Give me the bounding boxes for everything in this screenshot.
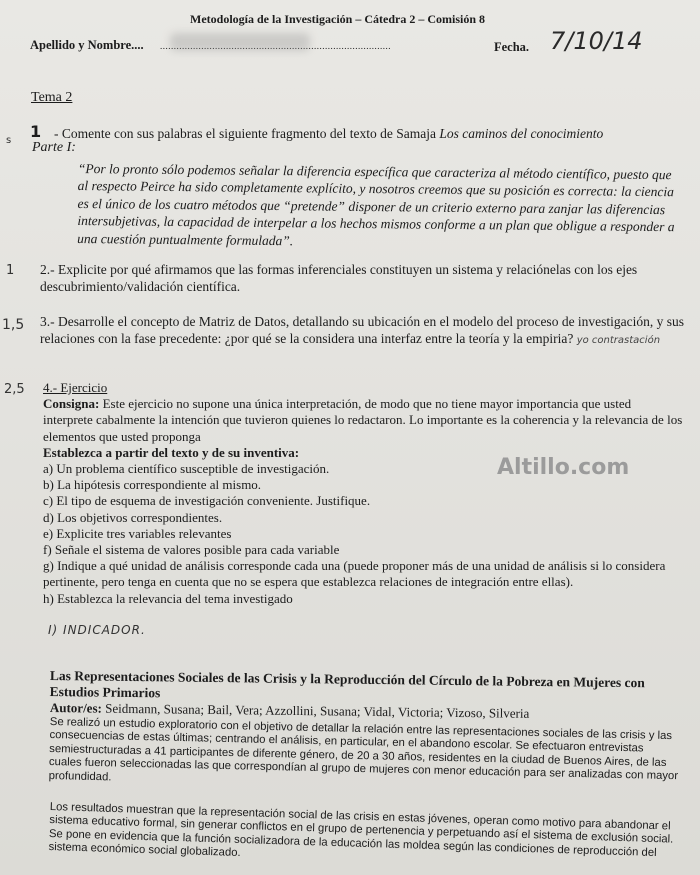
question-4-instruction: Establezca a partir del texto y de su inventiva: [43, 444, 300, 460]
date-label: Fecha. [494, 40, 530, 54]
consigna-label: Consigna: [43, 396, 100, 412]
authors-list: Seidmann, Susana; Bail, Vera; Azzollini, Susana; Vidal, Victoria; Vizoso, Silveria [101, 700, 530, 721]
question-4-item: a) Un problema científico susceptible de investigación. [43, 461, 330, 477]
question-1-prompt [54, 125, 603, 142]
paper-results: Los resultados muestran que la representación social de las crisis en estas jóvenes, operan como motivo para abandonar el sistema educativo formal, sin generar conflictos en el grupo de pertenencia y perpetuando así el sistema de exclusión social. Se pone en evidencia que la función socializadora de la educación las moldea según las condiciones de reproducción del sistema económico social globalizado. [48, 801, 674, 860]
question-4 [43, 380, 683, 607]
name-label: Apellido y Nombre.... [30, 38, 144, 52]
margin-mark-q1: s [6, 135, 12, 146]
question-4-item: g) Indique a qué unidad de análisis corresponde cada una (puede proponer más de una unidad de análisis si lo considera pertinente, pero tenga en cuenta que no se espera que establezca relaciones de integración entre ellas). [43, 558, 666, 590]
paper-abstract: Se realizó un estudio exploratorio con el objetivo de detallar la relación entre las representaciones sociales de las crisis y las consecuencias de estas últimas; centrando el análisis, en particular, en el abandono escolar. Se efectuaron entrevistas semiestructuradas a 41 participantes de diferente género, de 20 a 30 años, residentes en la ciudad de Buenos Aires, de las cuales fueron seleccionadas las que correspondían al grupo de mujeres con menor educación para ser analizadas con mayor profundidad. [48, 716, 679, 784]
question-1-book: Los caminos del conocimiento [439, 126, 604, 141]
question-4-item: b) La hipótesis correspondiente al mismo. [43, 477, 262, 493]
date-handwritten: 7/10/14 [550, 27, 643, 55]
question-2: 2.- Explicite por qué afirmamos que las formas inferenciales constituyen un sistema y relaciónelas con los ejes descubrimiento/validación científica. [40, 262, 638, 294]
paper-title: Las Representaciones Sociales de las Crisis y la Reproducción del Círculo de la Pobreza en Mujeres con Estudios Primarios [49, 668, 645, 701]
question-4-title: 4.- Ejercicio [43, 380, 108, 395]
topic-heading: Tema 2 [31, 90, 73, 105]
consigna-text: Este ejercicio no supone una única interpretación, de modo que no tiene mayor importancia que usted interprete cabalmente la intención que tuvieron quienes lo redactaron. Lo importante es la coherencia y la relevancia de los elementos que usted proponga [43, 396, 683, 444]
watermark: Altillo.com [497, 455, 630, 480]
question-4-item: d) Los objetivos correspondientes. [43, 509, 223, 525]
exam-header-title: Metodología de la Investigación – Cátedra 2 – Comisión 8 [190, 12, 485, 26]
margin-score-q4: 2,5 [4, 382, 25, 397]
question-1-quote: “Por lo pronto sólo podemos señalar la diferencia específica que caracteriza al método científico, puesto que al respecto Peirce ha sido completamente explícito, y nosotros creemos que su posición es correcta: la ciencia es el único de los cuatro métodos que “pretende” disponer de un criterio externo para zanjar las diferencias intersubjetivas, la capacidad de interpelar a los hechos mismos conforme a un plan que obligue a responder a una cuestión puntualmente formulada”. [77, 160, 675, 248]
redacted-name [170, 33, 310, 51]
question-3-text: 3.- Desarrolle el concepto de Matriz de Datos, detallando su ubicación en el modelo del proceso de investigación, y sus relaciones con la fase precedente: ¿por qué se la considera una interfaz entre la teoría y la empiria? [40, 314, 685, 346]
question-4-item: h) Establezca la relevancia del tema investigado [43, 590, 293, 606]
question-4-item: e) Explicite tres variables relevantes [43, 525, 232, 541]
question-4-item: c) El tipo de esquema de investigación conveniente. Justifique. [43, 493, 371, 509]
name-field-dots: .................................................................................... [160, 41, 391, 51]
authors-label: Autor/es: [49, 700, 102, 716]
question-4-item: f) Señale el sistema de valores posible para cada variable [43, 542, 340, 558]
question-4-consigna [43, 396, 683, 445]
margin-score-q2: 1 [6, 263, 15, 278]
question-1-text: - Comente con sus palabras el siguiente fragmento del texto de Samaja [54, 126, 440, 141]
question-1-number: 1 [30, 122, 42, 141]
question-3 [40, 313, 685, 349]
handwritten-item-i: I) INDICADOR. [48, 623, 146, 637]
question-3-handwritten-note: yo contrastación [576, 335, 661, 346]
question-1-part: Parte I: [32, 140, 76, 155]
margin-score-q3: 1,5 [2, 317, 25, 333]
